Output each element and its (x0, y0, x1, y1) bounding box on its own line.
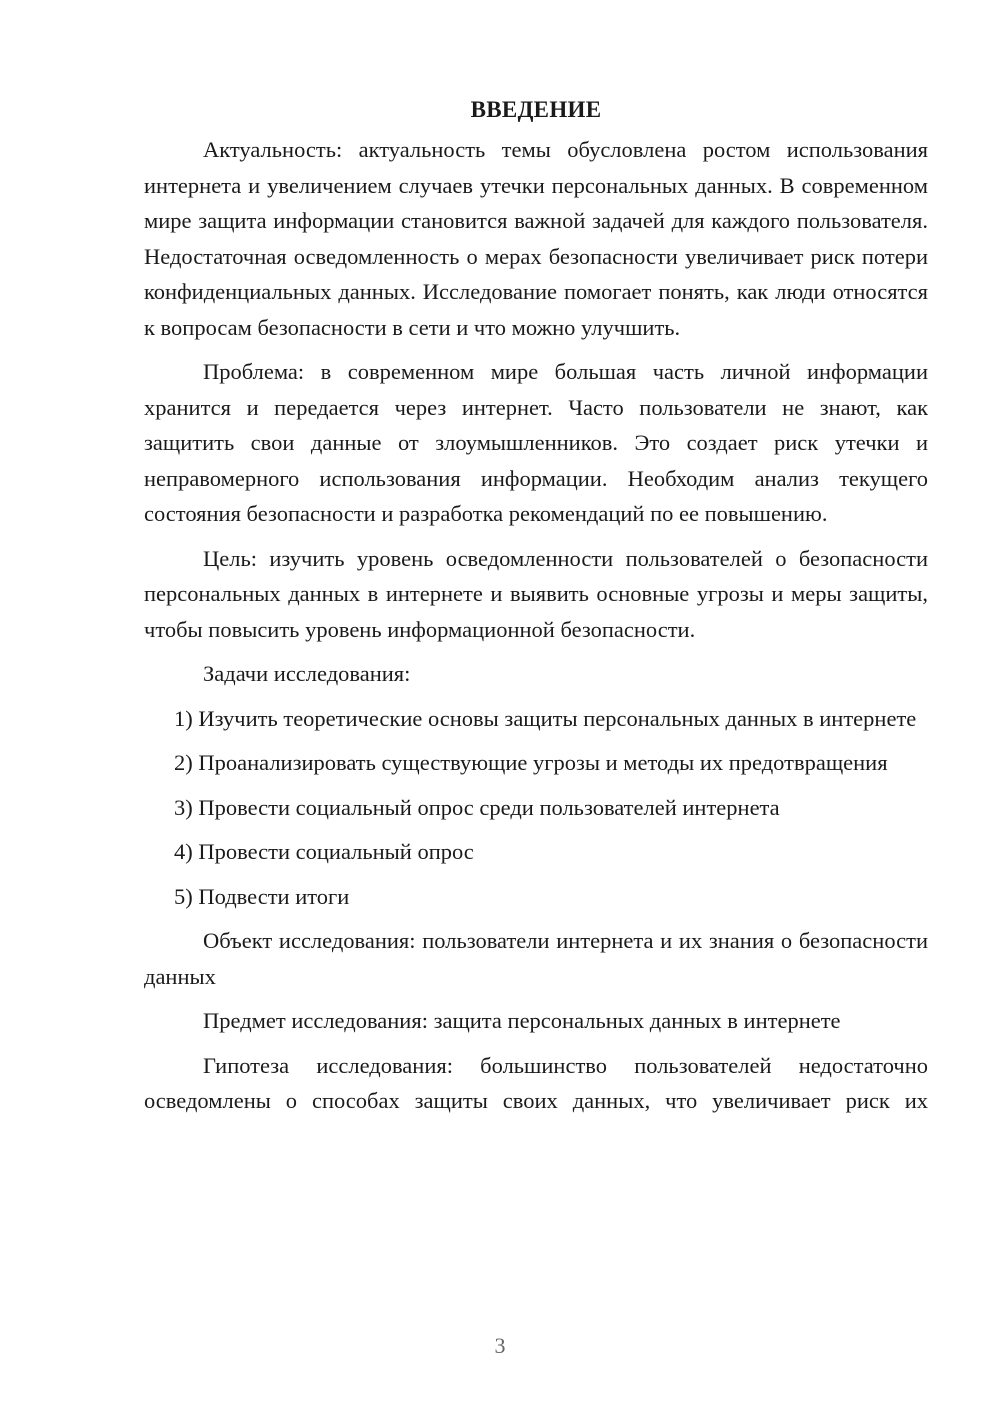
document-page (144, 92, 928, 1128)
tasks-heading: Задачи исследования: (203, 661, 411, 686)
problem-paragraph: Проблема: в современном мире большая часть личной информации хранится и передается через интернет. Часто пользователи не знают, как защитить свои данные от злоумышленников. Это создает риск утечки и неправомерного использования информации. Необходим анализ текущего состояния безопасности и разработка рекомендаций по ее повышению. (144, 359, 928, 526)
goal-paragraph: Цель: изучить уровень осведомленности пользователей о безопасности персональных данных в интернете и выявить основные угрозы и меры защиты, чтобы повысить уровень информационной безопасности. (144, 545, 928, 642)
hypothesis-paragraph: Гипотеза исследования: большинство пользователей недостаточно осведомлены о способах защиты своих данных, что увеличивает риск их (144, 1052, 928, 1113)
task-item-2: 2) Проанализировать существующие угрозы и методы их предотвращения (174, 750, 888, 775)
task-item-3: 3) Провести социальный опрос среди пользователей интернета (174, 794, 780, 820)
task-item-5: 5) Подвести итоги (174, 883, 350, 909)
page-number: 3 (494, 1333, 506, 1358)
object-paragraph: Объект исследования: пользователи интернета и их знания о безопасности данных (144, 928, 928, 989)
section-heading: ВВЕДЕНИЕ (470, 97, 602, 122)
relevance-paragraph: Актуальность: актуальность темы обусловлена ростом использования интернета и увеличением случаев утечки персональных данных. В современном мире защита информации становится важной задачей для каждого пользователя. Недостаточная осведомленность о мерах безопасности увеличивает риск потери конфиденциальных данных. Исследование помогает понять, как люди относятся к вопросам безопасности в сети и что можно улучшить. (144, 137, 928, 340)
task-item-1: 1) Изучить теоретические основы защиты персональных данных в интернете (174, 705, 917, 731)
subject-paragraph: Предмет исследования: защита персональных данных в интернете (203, 1008, 841, 1033)
task-item-4: 4) Провести социальный опрос (174, 839, 474, 864)
